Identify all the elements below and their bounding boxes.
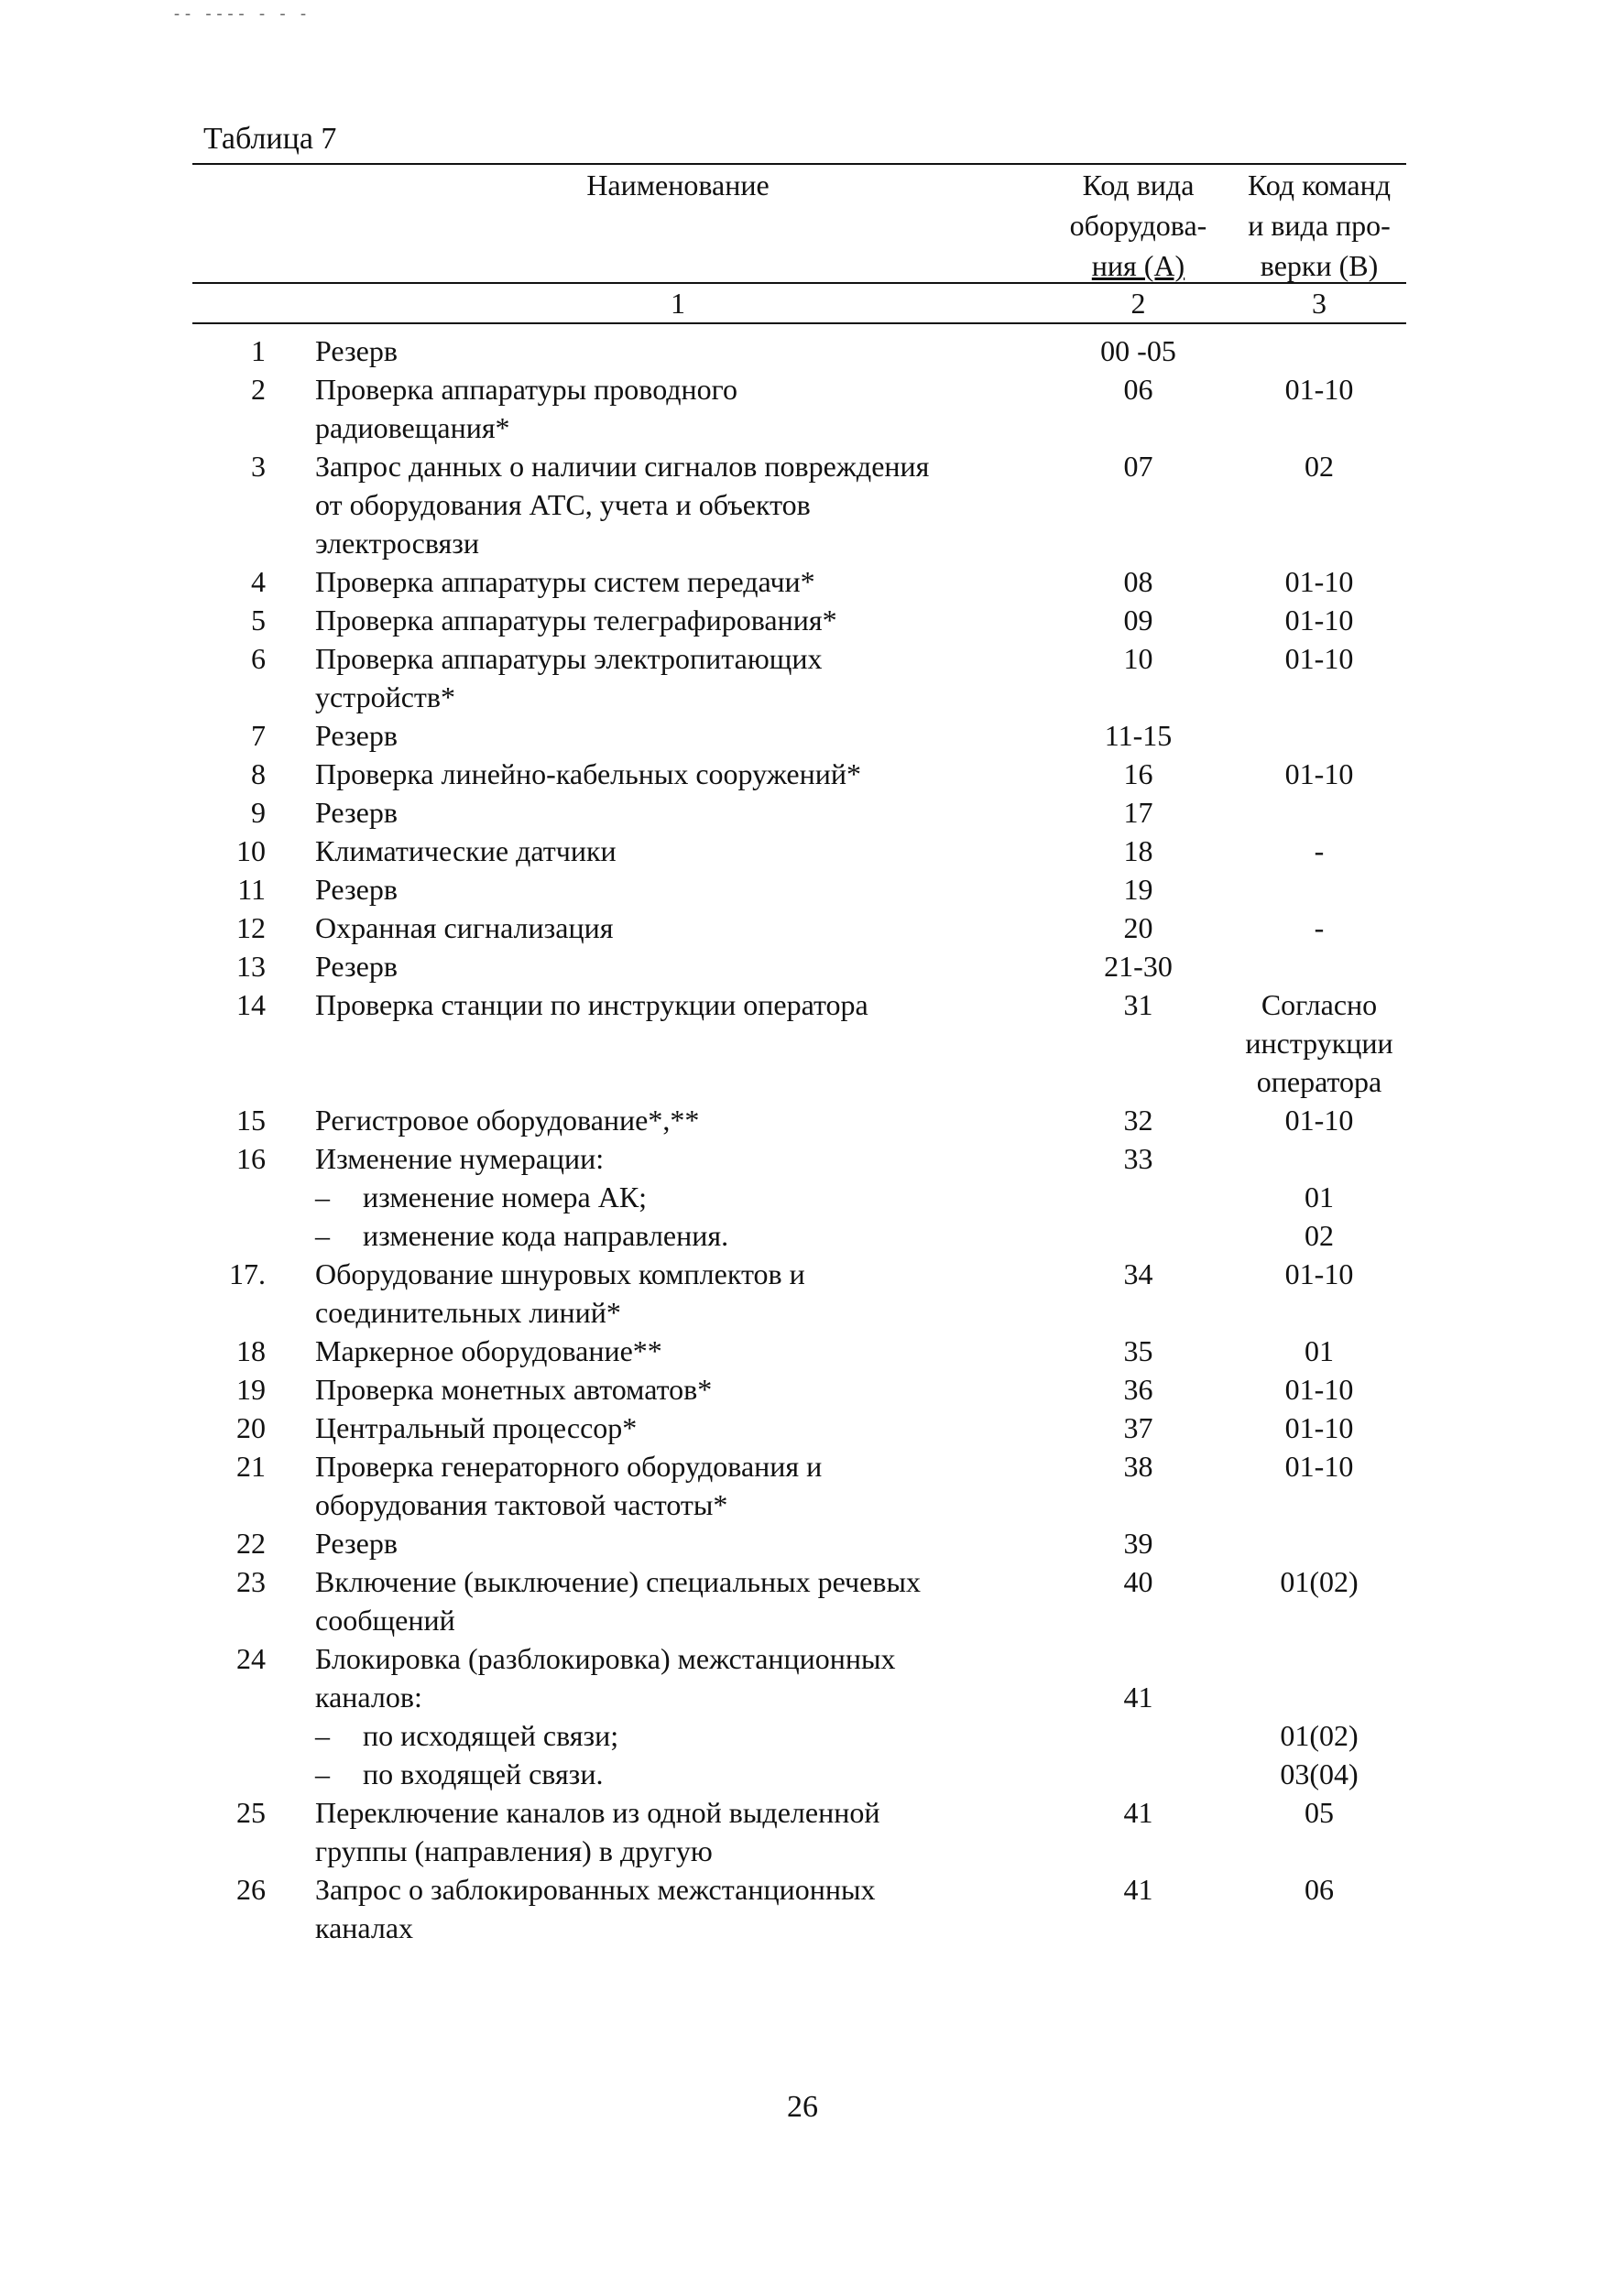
row-number: 16	[236, 1142, 266, 1175]
row-name-line: Резерв	[315, 796, 398, 829]
row-name	[266, 1139, 971, 1178]
row-number: 20	[236, 1411, 266, 1444]
table-row	[192, 639, 1406, 716]
table-header	[192, 165, 1406, 282]
table-row	[192, 1101, 1406, 1139]
header-name	[192, 165, 1044, 282]
row-name-line: Резерв	[315, 334, 398, 367]
row-name-line: Резерв	[315, 1527, 398, 1560]
table-row	[192, 601, 1406, 639]
table-row	[192, 1178, 1406, 1216]
row-code-a	[971, 1178, 1232, 1216]
row-code-b	[1232, 1639, 1406, 1678]
row-number	[192, 1178, 266, 1216]
row-code-b: -	[1314, 834, 1325, 867]
row-code-b-line: инструкции	[1245, 1027, 1393, 1060]
row-name-line: радиовещания*	[315, 411, 510, 444]
row-code-b: 01(02)	[1280, 1565, 1359, 1598]
table-row	[192, 1755, 1406, 1793]
row-code-a: 16	[1123, 757, 1153, 790]
row-code-b: 01	[1305, 1181, 1334, 1213]
row-name	[266, 909, 971, 947]
row-name	[266, 1562, 971, 1639]
row-code-b-line: Согласно	[1261, 988, 1378, 1021]
row-name	[266, 639, 971, 716]
row-name-line: Проверка аппаратуры телеграфирования*	[315, 604, 837, 637]
row-number	[192, 1716, 266, 1755]
row-code-b: 01-10	[1284, 642, 1354, 675]
row-code-a: 07	[1123, 450, 1153, 483]
row-code-b: 01-10	[1284, 757, 1354, 790]
row-code-b: 01-10	[1284, 1450, 1354, 1483]
row-name	[266, 370, 971, 447]
row-number: 21	[236, 1450, 266, 1483]
row-code-b	[1232, 1524, 1406, 1562]
row-name-line: Резерв	[315, 719, 398, 752]
row-name-line: каналов:	[315, 1681, 422, 1714]
row-code-a: 21-30	[1104, 950, 1173, 983]
row-name	[266, 716, 971, 755]
row-name-line: Резерв	[315, 873, 398, 906]
table-body	[192, 332, 1406, 1947]
row-code-b	[1232, 1678, 1406, 1716]
row-number: 1	[251, 334, 266, 367]
row-code-a: 41	[1123, 1796, 1153, 1829]
row-name-line: Оборудование шнуровых комплектов и	[315, 1257, 805, 1290]
table-row	[192, 1562, 1406, 1639]
row-name-line: сообщений	[315, 1604, 455, 1637]
column-number: 2	[1130, 286, 1146, 320]
row-name	[266, 1101, 971, 1139]
row-code-b	[1232, 870, 1406, 909]
row-code-a: 09	[1123, 604, 1153, 637]
row-name-line: Проверка аппаратуры электропитающих	[315, 642, 823, 675]
row-name-line: Переключение каналов из одной выделенной	[315, 1796, 880, 1829]
scan-marks: -- ---- - - -	[174, 4, 311, 22]
row-number: 9	[251, 796, 266, 829]
row-code-b: 01-10	[1284, 565, 1354, 598]
table-caption: Таблица 7	[203, 122, 337, 156]
row-number: 4	[251, 565, 266, 598]
row-code-b: 06	[1305, 1873, 1334, 1906]
row-number: 25	[236, 1796, 266, 1829]
row-code-a: 34	[1123, 1257, 1153, 1290]
row-number: 8	[251, 757, 266, 790]
row-name-line: Запрос данных о наличии сигналов повреждения	[315, 450, 930, 483]
row-code-a: 40	[1123, 1565, 1153, 1598]
row-code-b	[1232, 332, 1406, 370]
row-number: 17.	[229, 1257, 266, 1290]
row-name-line: Проверка аппаратуры проводного	[315, 373, 737, 406]
table-row	[192, 985, 1406, 1101]
row-name-line	[315, 1716, 971, 1755]
row-code-a: 39	[1123, 1527, 1153, 1560]
row-code-a: 41	[1123, 1873, 1153, 1906]
row-name-line: Блокировка (разблокировка) межстанционных	[315, 1642, 896, 1675]
row-name-line: устройств*	[315, 680, 455, 713]
row-name	[266, 1178, 971, 1216]
row-name-line: оборудования тактовой частоты*	[315, 1488, 728, 1521]
row-code-a: 00 -05	[1100, 334, 1176, 367]
table-row	[192, 909, 1406, 947]
table-row	[192, 755, 1406, 793]
row-number: 14	[236, 988, 266, 1021]
row-number: 23	[236, 1565, 266, 1598]
row-name-line: Маркерное оборудование**	[315, 1334, 662, 1367]
row-code-a: 41	[1123, 1681, 1153, 1714]
row-name	[266, 1524, 971, 1562]
row-code-b-line: оператора	[1256, 1065, 1382, 1098]
row-name-line: Проверка генераторного оборудования и	[315, 1450, 823, 1483]
row-code-b: 01-10	[1284, 1104, 1354, 1137]
row-number: 26	[236, 1873, 266, 1906]
table-row	[192, 1716, 1406, 1755]
row-number: 22	[236, 1527, 266, 1560]
row-code-b: 01(02)	[1280, 1719, 1359, 1752]
table-row	[192, 1678, 1406, 1716]
table-row	[192, 1216, 1406, 1255]
row-name-line: Охранная сигнализация	[315, 911, 614, 944]
table-row	[192, 1370, 1406, 1409]
row-name-line: Запрос о заблокированных межстанционных	[315, 1873, 876, 1906]
row-name-line: соединительных линий*	[315, 1296, 621, 1329]
row-number: 12	[236, 911, 266, 944]
row-name	[266, 1870, 971, 1947]
header-code-a-line: Код вида	[1082, 169, 1195, 201]
row-number: 7	[251, 719, 266, 752]
row-code-a: 19	[1123, 873, 1153, 906]
table-row	[192, 1255, 1406, 1332]
row-name-line: электросвязи	[315, 527, 479, 560]
row-code-a: 37	[1123, 1411, 1153, 1444]
header-name-text: Наименование	[586, 169, 770, 201]
row-name	[266, 1639, 971, 1678]
row-number: 11	[237, 873, 266, 906]
table-row	[192, 1332, 1406, 1370]
table-row	[192, 1409, 1406, 1447]
row-code-a: 06	[1123, 373, 1153, 406]
row-name	[266, 1447, 971, 1524]
row-name	[266, 1409, 971, 1447]
row-code-b	[1232, 985, 1406, 1101]
table-row	[192, 370, 1406, 447]
dash-bullet: –	[315, 1757, 330, 1790]
row-name	[266, 793, 971, 832]
row-name	[266, 1216, 971, 1255]
table-7	[192, 163, 1406, 1947]
row-name	[266, 601, 971, 639]
header-code-a	[1044, 165, 1232, 282]
row-number: 15	[236, 1104, 266, 1137]
row-code-b: 01-10	[1284, 1411, 1354, 1444]
row-code-b: 01-10	[1284, 373, 1354, 406]
row-name	[266, 1332, 971, 1370]
header-code-a-line: оборудова-	[1069, 209, 1207, 242]
row-name-line: группы (направления) в другую	[315, 1834, 713, 1867]
row-code-b	[1232, 947, 1406, 985]
row-code-a: 33	[1123, 1142, 1153, 1175]
row-number	[192, 1755, 266, 1793]
row-code-a: 17	[1123, 796, 1153, 829]
row-name	[266, 1793, 971, 1870]
row-code-a: 10	[1123, 642, 1153, 675]
table-row	[192, 716, 1406, 755]
row-name-line: Регистровое оборудование*,**	[315, 1104, 700, 1137]
table-row	[192, 832, 1406, 870]
row-name	[266, 755, 971, 793]
row-code-a	[971, 1716, 1232, 1755]
row-code-a: 35	[1123, 1334, 1153, 1367]
row-name-text: по входящей связи.	[363, 1757, 604, 1790]
row-number: 24	[236, 1642, 266, 1675]
row-name-line: Включение (выключение) специальных речевых	[315, 1565, 921, 1598]
row-code-b: 01-10	[1284, 1257, 1354, 1290]
header-code-b-line: Код команд	[1247, 169, 1392, 201]
row-name-line	[315, 1216, 971, 1255]
row-code-a: 08	[1123, 565, 1153, 598]
row-code-a: 31	[1123, 988, 1153, 1021]
column-number: 3	[1312, 286, 1327, 320]
table-row	[192, 562, 1406, 601]
row-name	[266, 562, 971, 601]
column-number: 1	[671, 286, 685, 320]
row-code-a	[971, 1216, 1232, 1255]
row-number	[192, 1678, 266, 1716]
row-name	[266, 1255, 971, 1332]
row-name	[266, 447, 971, 562]
header-code-b	[1232, 165, 1406, 282]
row-code-b: 02	[1305, 1219, 1334, 1252]
row-name-text: изменение номера АК;	[363, 1181, 648, 1213]
row-code-a: 32	[1123, 1104, 1153, 1137]
table-row	[192, 1870, 1406, 1947]
dash-bullet: –	[315, 1219, 330, 1252]
row-code-b: 02	[1305, 450, 1334, 483]
row-code-b: 01-10	[1284, 604, 1354, 637]
row-name-line: Проверка аппаратуры систем передачи*	[315, 565, 815, 598]
row-name-line: от оборудования АТС, учета и объектов	[315, 488, 811, 521]
row-name-line	[315, 1755, 971, 1793]
row-number: 18	[236, 1334, 266, 1367]
row-name-line: Проверка станции по инструкции оператора	[315, 988, 868, 1021]
row-code-a	[971, 1639, 1232, 1678]
row-number: 3	[251, 450, 266, 483]
row-name-line: Центральный процессор*	[315, 1411, 638, 1444]
row-code-a: 38	[1123, 1450, 1153, 1483]
row-code-b: 05	[1305, 1796, 1334, 1829]
row-name-text: по исходящей связи;	[363, 1719, 619, 1752]
header-code-b-line: и вида про-	[1248, 209, 1391, 242]
table-row	[192, 793, 1406, 832]
table-row	[192, 1139, 1406, 1178]
dash-bullet: –	[315, 1181, 330, 1213]
row-number: 19	[236, 1373, 266, 1406]
row-name	[266, 1370, 971, 1409]
table-row	[192, 1447, 1406, 1524]
row-number: 6	[251, 642, 266, 675]
row-name	[266, 1755, 971, 1793]
table-row	[192, 1524, 1406, 1562]
row-code-b	[1232, 1139, 1406, 1178]
row-name-line: Изменение нумерации:	[315, 1142, 605, 1175]
row-name	[266, 332, 971, 370]
row-name-line: Проверка монетных автоматов*	[315, 1373, 713, 1406]
row-code-a: 18	[1123, 834, 1153, 867]
row-name-line	[315, 1178, 971, 1216]
row-name	[266, 870, 971, 909]
header-code-b-line: верки (В)	[1260, 249, 1379, 282]
row-name	[266, 1716, 971, 1755]
row-code-a	[971, 1755, 1232, 1793]
row-number: 13	[236, 950, 266, 983]
dash-bullet: –	[315, 1719, 330, 1752]
row-code-b: 01-10	[1284, 1373, 1354, 1406]
row-name	[266, 947, 971, 985]
row-number: 2	[251, 373, 266, 406]
row-code-a: 20	[1123, 911, 1153, 944]
row-code-b: -	[1314, 911, 1325, 944]
row-name	[266, 985, 971, 1101]
page-number: 26	[787, 2090, 818, 2124]
table-row	[192, 1639, 1406, 1678]
row-code-a: 36	[1123, 1373, 1153, 1406]
row-code-b	[1232, 793, 1406, 832]
table-row	[192, 947, 1406, 985]
row-number	[192, 1216, 266, 1255]
row-name-text: изменение кода направления.	[363, 1219, 729, 1252]
header-code-a-line: ния (А)	[1091, 249, 1185, 282]
table-row	[192, 332, 1406, 370]
row-name-line: Резерв	[315, 950, 398, 983]
row-code-b	[1232, 716, 1406, 755]
row-number: 5	[251, 604, 266, 637]
row-number: 10	[236, 834, 266, 867]
row-code-b: 03(04)	[1280, 1757, 1359, 1790]
table-row	[192, 1793, 1406, 1870]
row-name	[266, 832, 971, 870]
row-name-line: Проверка линейно-кабельных сооружений*	[315, 757, 861, 790]
row-name-line: каналах	[315, 1911, 414, 1944]
row-name-line: Климатические датчики	[315, 834, 617, 867]
column-numbers-row	[192, 284, 1406, 322]
table-row	[192, 870, 1406, 909]
table-row	[192, 447, 1406, 562]
column-numbers-rule	[192, 322, 1406, 324]
row-code-b: 01	[1305, 1334, 1334, 1367]
row-name	[266, 1678, 971, 1716]
row-code-a: 11-15	[1104, 719, 1173, 752]
